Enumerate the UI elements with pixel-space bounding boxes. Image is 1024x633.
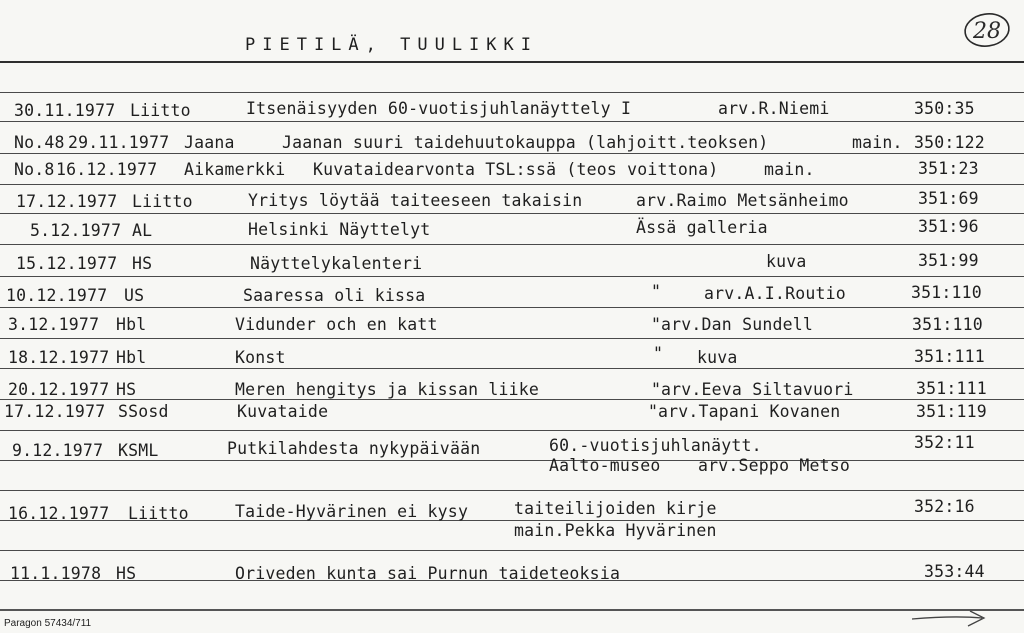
entry-title: Itsenäisyyden 60-vuotisjuhlanäyttely I xyxy=(246,99,632,118)
entry-date: 16.12.1977 xyxy=(8,504,110,523)
entry-title: Vidunder och en katt xyxy=(235,315,438,334)
entry-note: arv.Dan Sundell xyxy=(661,315,814,334)
entry-date: 3.12.1977 xyxy=(8,315,100,334)
entry-title: Näyttelykalenteri xyxy=(250,254,423,273)
header-rule xyxy=(0,61,1024,63)
entry-date: 17.12.1977 xyxy=(16,192,118,211)
entry-note-line2: main.Pekka Hyvärinen xyxy=(514,521,717,540)
entry-note: kuva xyxy=(766,252,807,271)
entry-ref: 351:111 xyxy=(914,347,985,366)
entry-date: 9.12.1977 xyxy=(12,441,104,460)
rule xyxy=(0,490,1024,491)
entry-title: Kuvataidearvonta TSL:ssä (teos voittona) xyxy=(313,160,719,179)
entry-note: arv.Eeva Siltavuori xyxy=(661,380,854,399)
entry-note: main. xyxy=(852,133,903,152)
entry-ref: 352:11 xyxy=(914,433,975,452)
entry-ditto: " xyxy=(651,282,662,301)
card-heading-name: PIETILÄ, TUULIKKI xyxy=(245,35,538,55)
entry-date: 29.11.1977 xyxy=(68,133,170,152)
printer-mark: Paragon 57434/711 xyxy=(4,618,92,629)
entry-date: 10.12.1977 xyxy=(6,286,108,305)
entry-note-line2: Aalto-museo xyxy=(549,456,661,475)
entry-note: arv.R.Niemi xyxy=(718,99,830,118)
entry-ref: 352:16 xyxy=(914,497,975,516)
rule xyxy=(0,368,1024,369)
entry-source: Jaana xyxy=(184,133,235,152)
entry-source: AL xyxy=(132,221,153,240)
entry-ditto: " xyxy=(653,344,664,363)
entry-ref: 351:119 xyxy=(916,402,987,421)
entry-title: Jaanan suuri taidehuutokauppa (lahjoitt.teoksen) xyxy=(282,133,769,152)
entry-ref: 353:44 xyxy=(924,562,985,581)
entry-note: kuva xyxy=(697,348,738,367)
entry-title: Meren hengitys ja kissan liike xyxy=(235,380,540,399)
entry-date: 11.1.1978 xyxy=(10,564,102,583)
rule xyxy=(0,430,1024,431)
entry-ref: 351:110 xyxy=(912,315,983,334)
entry-title: Oriveden kunta sai Purnun taideteoksia xyxy=(235,564,621,583)
entry-note-line3: arv.Seppo Metso xyxy=(698,456,851,475)
entry-title: Kuvataide xyxy=(237,402,329,421)
entry-note: taiteilijoiden kirje xyxy=(514,499,717,518)
entry-source: HS xyxy=(116,380,137,399)
entry-note: Ässä galleria xyxy=(636,218,768,237)
rule xyxy=(0,399,1024,400)
rule xyxy=(0,244,1024,245)
entry-no: No.8 xyxy=(14,160,55,179)
entry-source: HS xyxy=(116,564,137,583)
entry-note: 60.-vuotisjuhlanäytt. xyxy=(549,436,762,455)
entry-date: 17.12.1977 xyxy=(4,402,106,421)
entry-ditto: " xyxy=(651,315,662,334)
entry-note: arv.Tapani Kovanen xyxy=(658,402,841,421)
entry-ref: 350:35 xyxy=(914,99,975,118)
rule xyxy=(0,184,1024,185)
entry-ref: 350:122 xyxy=(914,133,985,152)
entry-date: 18.12.1977 xyxy=(8,348,110,367)
entry-ref: 351:23 xyxy=(918,159,979,178)
entry-date: 5.12.1977 xyxy=(30,221,122,240)
card-number-text: 28 xyxy=(973,19,1001,44)
entry-source: KSML xyxy=(118,441,159,460)
card-number xyxy=(962,10,1012,50)
rule xyxy=(0,153,1024,154)
entry-title: Taide-Hyvärinen ei kysy xyxy=(235,502,469,521)
entry-date: 30.11.1977 xyxy=(14,101,116,120)
rule xyxy=(0,550,1024,551)
rule xyxy=(0,460,1024,461)
entry-ditto: " xyxy=(651,380,662,399)
rule xyxy=(0,92,1024,93)
rule xyxy=(0,276,1024,277)
entry-source: Aikamerkki xyxy=(184,160,286,179)
entry-source: Liitto xyxy=(130,101,191,120)
entry-ref: 351:99 xyxy=(918,251,979,270)
entry-source: HS xyxy=(132,254,153,273)
entry-title: Konst xyxy=(235,348,286,367)
rule xyxy=(0,213,1024,214)
entry-title: Yritys löytää taiteeseen takaisin xyxy=(248,191,583,210)
entry-ref: 351:110 xyxy=(911,283,982,302)
entry-note: main. xyxy=(764,160,815,179)
entry-note: arv.A.I.Routio xyxy=(704,284,846,303)
entry-date: 20.12.1977 xyxy=(8,380,110,399)
entry-ref: 351:69 xyxy=(918,189,979,208)
rule xyxy=(0,338,1024,339)
entry-source: Hbl xyxy=(116,348,147,367)
entry-source: US xyxy=(124,286,145,305)
bottom-rule xyxy=(0,609,1024,611)
entry-title: Saaressa oli kissa xyxy=(243,286,426,305)
entry-note: arv.Raimo Metsänheimo xyxy=(636,191,849,210)
entry-source: Liitto xyxy=(128,504,189,523)
continue-arrow-icon xyxy=(908,608,988,630)
rule xyxy=(0,307,1024,308)
entry-date: 16.12.1977 xyxy=(56,160,158,179)
entry-title: Helsinki Näyttelyt xyxy=(248,220,431,239)
entry-ref: 351:96 xyxy=(918,217,979,236)
entry-source: Liitto xyxy=(132,192,193,211)
entry-date: 15.12.1977 xyxy=(16,254,118,273)
circled-number xyxy=(962,10,1012,50)
entry-no: No.48 xyxy=(14,133,65,152)
entry-title: Putkilahdesta nykypäivään xyxy=(227,439,481,458)
entry-source: SSosd xyxy=(118,402,169,421)
rule xyxy=(0,121,1024,122)
entry-source: Hbl xyxy=(116,315,147,334)
entry-ditto: " xyxy=(648,402,659,421)
entry-ref: 351:111 xyxy=(916,379,987,398)
